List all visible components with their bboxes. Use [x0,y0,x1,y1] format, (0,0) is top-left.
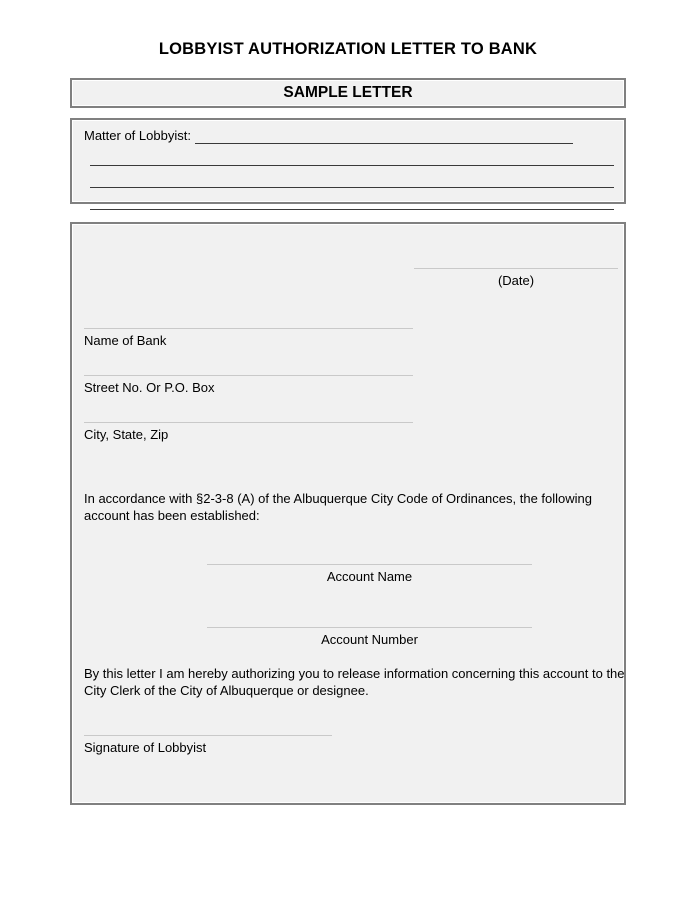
signature-caption: Signature of Lobbyist [84,740,207,755]
sample-letter-banner [70,78,626,108]
authorization-paragraph: By this letter I am hereby authorizing you to release information concerning this account to the City Clerk of the City of Albuquerque or designee. [84,666,625,698]
matter-of-lobbyist-input-line[interactable] [195,130,573,144]
account-number-input-line[interactable] [207,627,532,628]
city-state-zip-input-line[interactable] [84,422,413,423]
account-number-caption: Account Number [321,632,418,647]
ordinance-paragraph: In accordance with §2-3-8 (A) of the Albuquerque City Code of Ordinances, the following account has been established: [84,491,593,523]
matter-of-lobbyist-input-line-2[interactable] [90,149,614,166]
street-address-caption: Street No. Or P.O. Box [84,380,215,395]
date-input-line[interactable] [414,268,618,269]
sample-letter-banner-label: SAMPLE LETTER [283,84,413,101]
matter-of-lobbyist-input-line-4[interactable] [90,193,614,210]
account-name-input-line[interactable] [207,564,532,565]
page-title: LOBBYIST AUTHORIZATION LETTER TO BANK [158,40,538,58]
matter-of-lobbyist-input-line-3[interactable] [90,171,614,188]
account-name-caption: Account Name [326,569,413,584]
matter-of-lobbyist-box [70,118,626,204]
signature-input-line[interactable] [84,735,332,736]
sample-letter-body-box [70,222,626,805]
bank-name-caption: Name of Bank [84,333,167,348]
street-address-input-line[interactable] [84,375,413,376]
city-state-zip-caption: City, State, Zip [84,427,169,442]
date-caption: (Date) [497,273,535,288]
matter-of-lobbyist-label: Matter of Lobbyist: [84,128,191,143]
bank-name-input-line[interactable] [84,328,413,329]
matter-of-lobbyist-row [84,127,614,144]
